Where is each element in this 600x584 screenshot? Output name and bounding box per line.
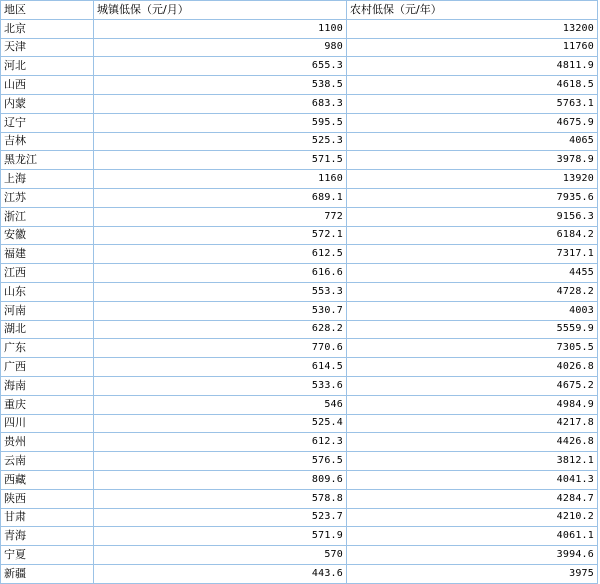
cell-urban-allowance[interactable]: 980 — [94, 38, 347, 57]
table-row — [1, 546, 598, 565]
cell-rural-allowance[interactable]: 7935.6 — [347, 188, 598, 207]
table-row — [1, 527, 598, 546]
cell-urban-allowance[interactable]: 576.5 — [94, 452, 347, 471]
cell-rural-allowance[interactable]: 4284.7 — [347, 489, 598, 508]
cell-urban-allowance[interactable]: 612.3 — [94, 433, 347, 452]
cell-region[interactable]: 北京 — [1, 19, 94, 38]
cell-rural-allowance[interactable]: 13200 — [347, 19, 598, 38]
cell-region[interactable]: 广西 — [1, 358, 94, 377]
cell-urban-allowance[interactable]: 533.6 — [94, 376, 347, 395]
cell-rural-allowance[interactable]: 3978.9 — [347, 151, 598, 170]
cell-region[interactable]: 内蒙 — [1, 94, 94, 113]
cell-urban-allowance[interactable]: 628.2 — [94, 320, 347, 339]
header-row — [1, 1, 598, 20]
cell-urban-allowance[interactable]: 546 — [94, 395, 347, 414]
cell-urban-allowance[interactable]: 578.8 — [94, 489, 347, 508]
cell-urban-allowance[interactable]: 1160 — [94, 170, 347, 189]
cell-region[interactable]: 江苏 — [1, 188, 94, 207]
table-row — [1, 564, 598, 583]
table-row — [1, 470, 598, 489]
cell-rural-allowance[interactable]: 7317.1 — [347, 245, 598, 264]
cell-region[interactable]: 吉林 — [1, 132, 94, 151]
table-row — [1, 38, 598, 57]
cell-rural-allowance[interactable]: 5559.9 — [347, 320, 598, 339]
cell-rural-allowance[interactable]: 4210.2 — [347, 508, 598, 527]
cell-region[interactable]: 河北 — [1, 57, 94, 76]
cell-region[interactable]: 山东 — [1, 282, 94, 301]
cell-urban-allowance[interactable]: 525.4 — [94, 414, 347, 433]
cell-rural-allowance[interactable]: 3975 — [347, 564, 598, 583]
cell-rural-allowance[interactable]: 9156.3 — [347, 207, 598, 226]
cell-urban-allowance[interactable]: 572.1 — [94, 226, 347, 245]
table-row — [1, 320, 598, 339]
cell-rural-allowance[interactable]: 4618.5 — [347, 76, 598, 95]
cell-urban-allowance[interactable]: 616.6 — [94, 264, 347, 283]
table-row — [1, 19, 598, 38]
table-row — [1, 57, 598, 76]
cell-rural-allowance[interactable]: 4984.9 — [347, 395, 598, 414]
table-row — [1, 301, 598, 320]
cell-urban-allowance[interactable]: 571.9 — [94, 527, 347, 546]
cell-urban-allowance[interactable]: 612.5 — [94, 245, 347, 264]
cell-rural-allowance[interactable]: 4217.8 — [347, 414, 598, 433]
table-row — [1, 395, 598, 414]
cell-urban-allowance[interactable]: 772 — [94, 207, 347, 226]
table-row — [1, 170, 598, 189]
table-row — [1, 94, 598, 113]
cell-region[interactable]: 广东 — [1, 339, 94, 358]
cell-urban-allowance[interactable]: 525.3 — [94, 132, 347, 151]
table-row — [1, 132, 598, 151]
cell-rural-allowance[interactable]: 6184.2 — [347, 226, 598, 245]
cell-region[interactable]: 福建 — [1, 245, 94, 264]
cell-urban-allowance[interactable]: 571.5 — [94, 151, 347, 170]
cell-region[interactable]: 江西 — [1, 264, 94, 283]
cell-urban-allowance[interactable]: 770.6 — [94, 339, 347, 358]
cell-region[interactable]: 甘肃 — [1, 508, 94, 527]
table-row — [1, 264, 598, 283]
cell-region[interactable]: 青海 — [1, 527, 94, 546]
header-urban-allowance[interactable]: 城镇低保（元/月） — [94, 1, 347, 20]
cell-region[interactable]: 湖北 — [1, 320, 94, 339]
cell-urban-allowance[interactable]: 553.3 — [94, 282, 347, 301]
cell-urban-allowance[interactable]: 523.7 — [94, 508, 347, 527]
cell-rural-allowance[interactable]: 5763.1 — [347, 94, 598, 113]
cell-rural-allowance[interactable]: 4003 — [347, 301, 598, 320]
cell-rural-allowance[interactable]: 3994.6 — [347, 546, 598, 565]
header-region[interactable]: 地区 — [1, 1, 94, 20]
cell-urban-allowance[interactable]: 443.6 — [94, 564, 347, 583]
cell-region[interactable]: 黑龙江 — [1, 151, 94, 170]
cell-rural-allowance[interactable]: 7305.5 — [347, 339, 598, 358]
table-row — [1, 414, 598, 433]
cell-urban-allowance[interactable]: 614.5 — [94, 358, 347, 377]
cell-rural-allowance[interactable]: 4041.3 — [347, 470, 598, 489]
cell-region[interactable]: 上海 — [1, 170, 94, 189]
cell-urban-allowance[interactable]: 683.3 — [94, 94, 347, 113]
table-row — [1, 452, 598, 471]
cell-rural-allowance[interactable]: 4065 — [347, 132, 598, 151]
cell-region[interactable]: 河南 — [1, 301, 94, 320]
cell-region[interactable]: 云南 — [1, 452, 94, 471]
table-row — [1, 508, 598, 527]
header-rural-allowance[interactable]: 农村低保（元/年） — [347, 1, 598, 20]
table-row — [1, 376, 598, 395]
table-row — [1, 207, 598, 226]
cell-region[interactable]: 四川 — [1, 414, 94, 433]
cell-rural-allowance[interactable]: 4061.1 — [347, 527, 598, 546]
cell-rural-allowance[interactable]: 3812.1 — [347, 452, 598, 471]
cell-region[interactable]: 新疆 — [1, 564, 94, 583]
cell-urban-allowance[interactable]: 809.6 — [94, 470, 347, 489]
table-row — [1, 282, 598, 301]
cell-rural-allowance[interactable]: 4026.8 — [347, 358, 598, 377]
table-row — [1, 76, 598, 95]
table-row — [1, 489, 598, 508]
cell-urban-allowance[interactable]: 595.5 — [94, 113, 347, 132]
table-row — [1, 188, 598, 207]
cell-region[interactable]: 陕西 — [1, 489, 94, 508]
cell-region[interactable]: 宁夏 — [1, 546, 94, 565]
cell-rural-allowance[interactable]: 11760 — [347, 38, 598, 57]
cell-rural-allowance[interactable]: 4426.8 — [347, 433, 598, 452]
cell-rural-allowance[interactable]: 13920 — [347, 170, 598, 189]
cell-urban-allowance[interactable]: 655.3 — [94, 57, 347, 76]
table-row — [1, 433, 598, 452]
table-row — [1, 151, 598, 170]
cell-rural-allowance[interactable]: 4455 — [347, 264, 598, 283]
table-row — [1, 113, 598, 132]
cell-region[interactable]: 海南 — [1, 376, 94, 395]
cell-region[interactable]: 天津 — [1, 38, 94, 57]
table-body — [1, 19, 598, 583]
cell-region[interactable]: 浙江 — [1, 207, 94, 226]
table-row — [1, 339, 598, 358]
cell-region[interactable]: 西藏 — [1, 470, 94, 489]
table-row — [1, 226, 598, 245]
cell-rural-allowance[interactable]: 4811.9 — [347, 57, 598, 76]
cell-urban-allowance[interactable]: 530.7 — [94, 301, 347, 320]
cell-rural-allowance[interactable]: 4675.2 — [347, 376, 598, 395]
cell-region[interactable]: 安徽 — [1, 226, 94, 245]
cell-urban-allowance[interactable]: 570 — [94, 546, 347, 565]
cell-urban-allowance[interactable]: 538.5 — [94, 76, 347, 95]
cell-urban-allowance[interactable]: 1100 — [94, 19, 347, 38]
cell-region[interactable]: 辽宁 — [1, 113, 94, 132]
cell-rural-allowance[interactable]: 4675.9 — [347, 113, 598, 132]
cell-region[interactable]: 贵州 — [1, 433, 94, 452]
cell-urban-allowance[interactable]: 689.1 — [94, 188, 347, 207]
cell-region[interactable]: 山西 — [1, 76, 94, 95]
cell-region[interactable]: 重庆 — [1, 395, 94, 414]
table-row — [1, 358, 598, 377]
table-row — [1, 245, 598, 264]
cell-rural-allowance[interactable]: 4728.2 — [347, 282, 598, 301]
